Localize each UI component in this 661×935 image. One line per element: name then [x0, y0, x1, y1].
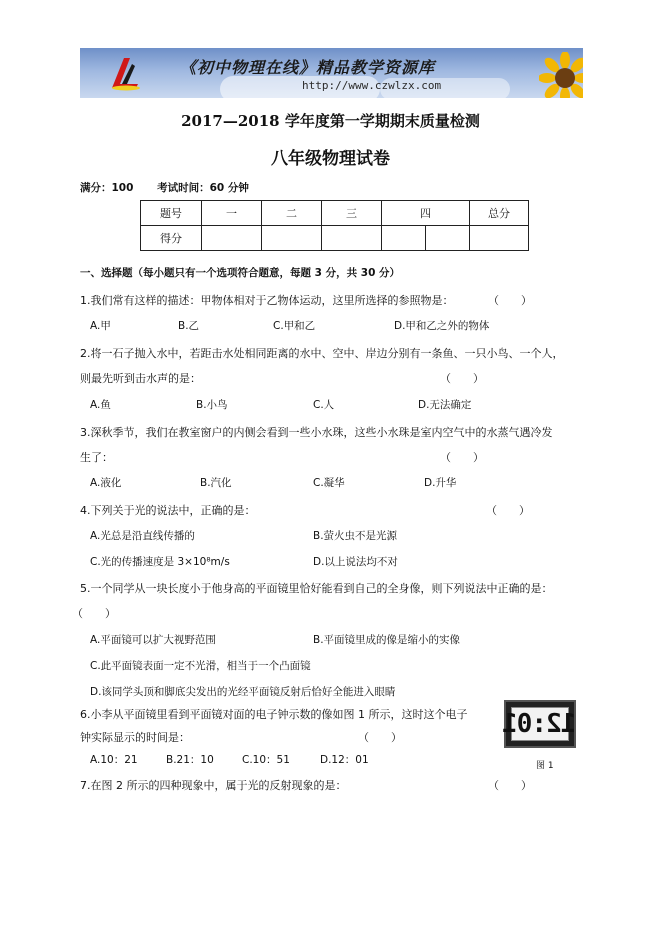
option: C.甲和乙	[273, 320, 316, 332]
table-header-cell: 三	[322, 201, 382, 226]
option: D.升华	[424, 477, 457, 489]
table-header-cell: 一	[202, 201, 262, 226]
answer-paren: （ ）	[486, 504, 530, 517]
score-cell	[202, 226, 262, 251]
option: B.汽化	[200, 477, 232, 489]
question-3-cont: 生了：	[80, 451, 113, 464]
table-header-cell: 题号	[141, 201, 202, 226]
score-cell	[322, 226, 382, 251]
question-4: 4.下列关于光的说法中，正确的是：	[80, 504, 256, 517]
score-table-row	[141, 226, 529, 251]
option: C.此平面镜表面一定不光滑，相当于一个凸面镜	[90, 660, 311, 672]
question-3: 3.深秋季节，我们在教室窗户的内侧会看到一些小水珠，这些小水珠是室内空气中的水蒸气遇冷发	[80, 426, 553, 439]
score-cell	[382, 226, 426, 251]
exam-meta	[80, 180, 249, 195]
option: C.人	[313, 399, 335, 411]
option: A.鱼	[90, 399, 111, 411]
question-6-cont: 钟实际显示的时间是：	[80, 731, 190, 744]
clock-display: 12:01	[503, 709, 577, 739]
answer-paren: （ ）	[440, 372, 484, 385]
option: A.液化	[90, 477, 122, 489]
answer-paren: （ ）	[72, 607, 116, 620]
section-heading: 一、选择题（每小题只有一个选项符合题意，每题 3 分，共 30 分）	[80, 267, 401, 279]
exam-subtitle: 八年级物理试卷	[271, 149, 390, 169]
question-6: 6.小李从平面镜里看到平面镜对面的电子钟示数的像如图 1 所示，这时这个电子	[80, 708, 468, 721]
score-cell	[426, 226, 470, 251]
question-7: 7.在图 2 所示的四种现象中，属于光的反射现象的是：	[80, 779, 347, 792]
option: C.光的传播速度是 3×10⁸m/s	[90, 556, 230, 568]
question-1: 1.我们常有这样的描述：甲物体相对于乙物体运动，这里所选择的参照物是：	[80, 294, 454, 307]
option: D.该同学头顶和脚底尖发出的光经平面镜反射后恰好全能进入眼睛	[90, 686, 396, 698]
banner-slogan: 《初中物理在线》精品教学资源库	[180, 58, 436, 77]
option: D.无法确定	[418, 399, 472, 411]
score-cell	[262, 226, 322, 251]
table-row-label: 得分	[141, 226, 202, 251]
digital-clock-figure	[504, 700, 576, 748]
option: C.10：51	[242, 754, 290, 766]
site-logo-icon	[108, 54, 142, 92]
option: B.小鸟	[196, 399, 228, 411]
table-header-cell: 二	[262, 201, 322, 226]
option: B.平面镜里成的像是缩小的实像	[313, 634, 461, 646]
question-5: 5.一个同学从一块长度小于他身高的平面镜里恰好能看到自己的全身像，则下列说法中正确的是：	[80, 582, 553, 595]
score-table-header	[141, 201, 529, 226]
option: B.萤火虫不是光源	[313, 530, 398, 542]
option: B.乙	[178, 320, 200, 332]
question-2: 2.将一石子抛入水中，若距击水处相同距离的水中、空中、岸边分别有一条鱼、一只小鸟、一个人，	[80, 347, 564, 360]
score-table	[140, 200, 529, 251]
table-header-cell: 四	[382, 201, 470, 226]
header-banner	[80, 48, 583, 98]
option: A.平面镜可以扩大视野范围	[90, 634, 216, 646]
sunflower-icon	[539, 52, 583, 98]
option: D.甲和乙之外的物体	[394, 320, 490, 332]
answer-paren: （ ）	[358, 731, 402, 744]
full-score: 满分：100	[80, 182, 134, 194]
option: D.以上说法均不对	[313, 556, 398, 568]
exam-title: 2017—2018 学年度第一学期期末质量检测	[181, 112, 480, 130]
exam-time: 考试时间：60 分钟	[157, 182, 249, 194]
question-2-cont: 则最先听到击水声的是：	[80, 372, 201, 385]
figure-caption: 图 1	[536, 761, 554, 771]
score-cell	[470, 226, 529, 251]
option: A.10：21	[90, 754, 138, 766]
table-header-cell: 总分	[470, 201, 529, 226]
option: B.21：10	[166, 754, 214, 766]
option: C.凝华	[313, 477, 345, 489]
banner-url: http://www.czwlzx.com	[302, 79, 442, 92]
option: A.光总是沿直线传播的	[90, 530, 195, 542]
option: D.12：01	[320, 754, 369, 766]
answer-paren: （ ）	[488, 779, 532, 792]
answer-paren: （ ）	[440, 451, 484, 464]
answer-paren: （ ）	[488, 294, 532, 307]
option: A.甲	[90, 320, 111, 332]
